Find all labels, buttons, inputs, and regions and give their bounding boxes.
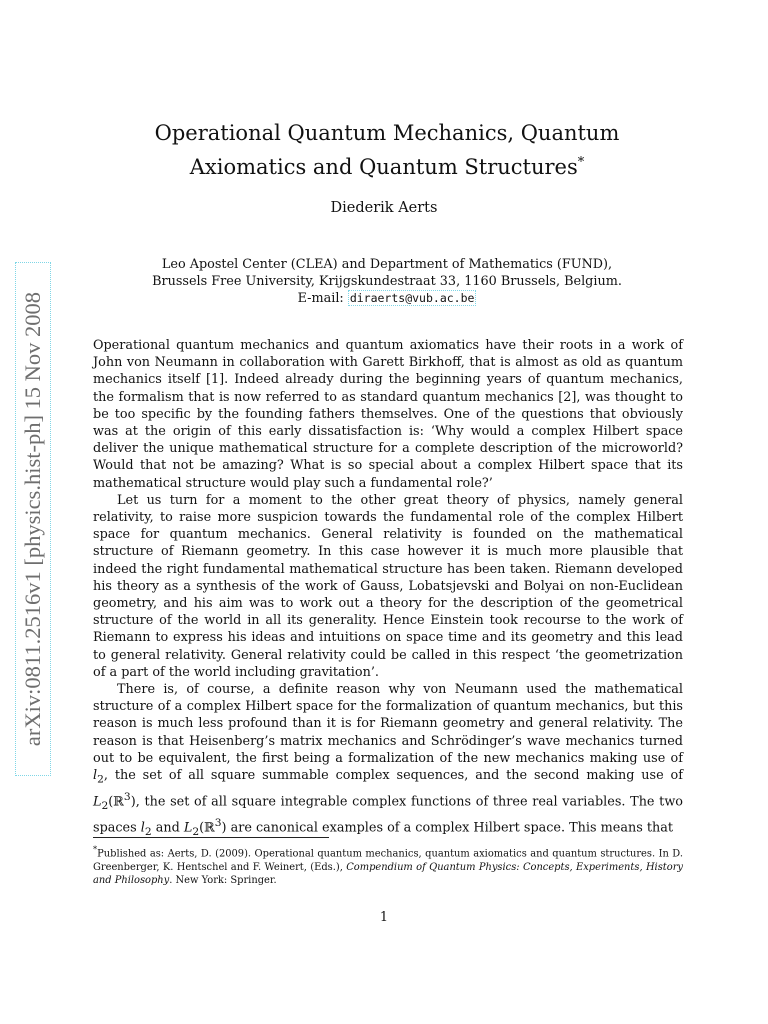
affiliation-line-1: Leo Apostel Center (CLEA) and Department of Mathematics (FUND), [161, 257, 613, 272]
email-link[interactable]: diraerts@vub.ac.be [349, 291, 475, 305]
footnote-mark: * [93, 844, 98, 854]
email-label: E-mail: [297, 291, 344, 306]
footnote-rule [93, 837, 329, 838]
title-footnote-mark: * [577, 155, 585, 170]
paragraph-2: Let us turn for a moment to the other great theory of physics, namely general relativity, to raise more suspicion towards the fundamental role of the complex Hilbert space for quantum mechanics. General relativity is founded on the mathematical structure of Riemann geometry. In this case however it is much more plausible that indeed the right fundamental mathematical structure has been taken. Riemann developed his theory as a synthesis of the work of Gauss, Lobatsjevski and Bolyai on non-Euclidean geometry, and his aim was to work out a theory for the description of the geometrical structure of the world in all its generality. Hence Einstein took recourse to the work of Riemann to express his ideas and intuitions on space time and its geometry and this lead to general relativity. General relativity could be called in this respect ‘the geometrization of a part of the world including gravitation’. [93, 492, 683, 680]
arxiv-identifier-box[interactable] [15, 262, 51, 776]
title-line-2: Axiomatics and Quantum Structures [189, 155, 578, 179]
arxiv-identifier[interactable]: arXiv:0811.2516v1 [physics.hist-ph] 15 Nov 2008 [20, 291, 46, 747]
footnote-text-b: . New York: Springer. [169, 875, 277, 887]
email-line [120, 290, 654, 307]
title-line-1: Operational Quantum Mechanics, Quantum [154, 121, 620, 145]
footnote [93, 843, 683, 888]
footnote-book-title: Compendium of Quantum Physics: Concepts, Experiments, History and Philosophy [93, 861, 683, 887]
page-number: 1 [379, 910, 389, 925]
paper-title [120, 118, 654, 182]
footnote-text-a: Published as: Aerts, D. (2009). Operational quantum mechanics, quantum axiomatics and quantum structures. In D. Greenberger, K. Hentschel and F. Weinert, (Eds.), [93, 848, 683, 873]
main-text [93, 337, 683, 840]
author-name: Diederik Aerts [330, 200, 438, 216]
paragraph-3: There is, of course, a definite reason why von Neumann used the mathematical structure of a complex Hilbert space for the formalization of quantum mechanics, but this reason is much less profound than it is for Riemann geometry and general relativity. The reason is that Heisenberg’s matrix mechanics and Schrödinger’s wave mechanics turned out to be equivalent, the first being a formalization of the new mechanics making use of $l_2$, the set of all square summable complex sequences, and the second making use of $L_2(ℝ^3)$, the set of all square integrable complex functions of three real variables. The two spaces $l_2$ and $L_2(ℝ^3)$ are canonical examples of a complex Hilbert space. This means that [93, 682, 683, 838]
paragraph-1: Operational quantum mechanics and quantum axiomatics have their roots in a work of John von Neumann in collaboration with Garett Birkhoff, that is almost as old as quantum mechanics itself [1]. Indeed already during the beginning years of quantum mechanics, the formalism that is now referred to as standard quantum mechanics [2], was thought to be too specific by the founding fathers themselves. One of the questions that obviously was at the origin of this early dissatisfaction is: ‘Why would a complex Hilbert space deliver the unique mathematical structure for a complete description of the microworld? Would that not be amazing? What is so special about a complex Hilbert space that its mathematical structure would play such a fundamental role?’ [93, 338, 683, 491]
affiliation-line-2: Brussels Free University, Krijgskundestraat 33, 1160 Brussels, Belgium. [152, 274, 622, 289]
affiliation [120, 256, 654, 307]
